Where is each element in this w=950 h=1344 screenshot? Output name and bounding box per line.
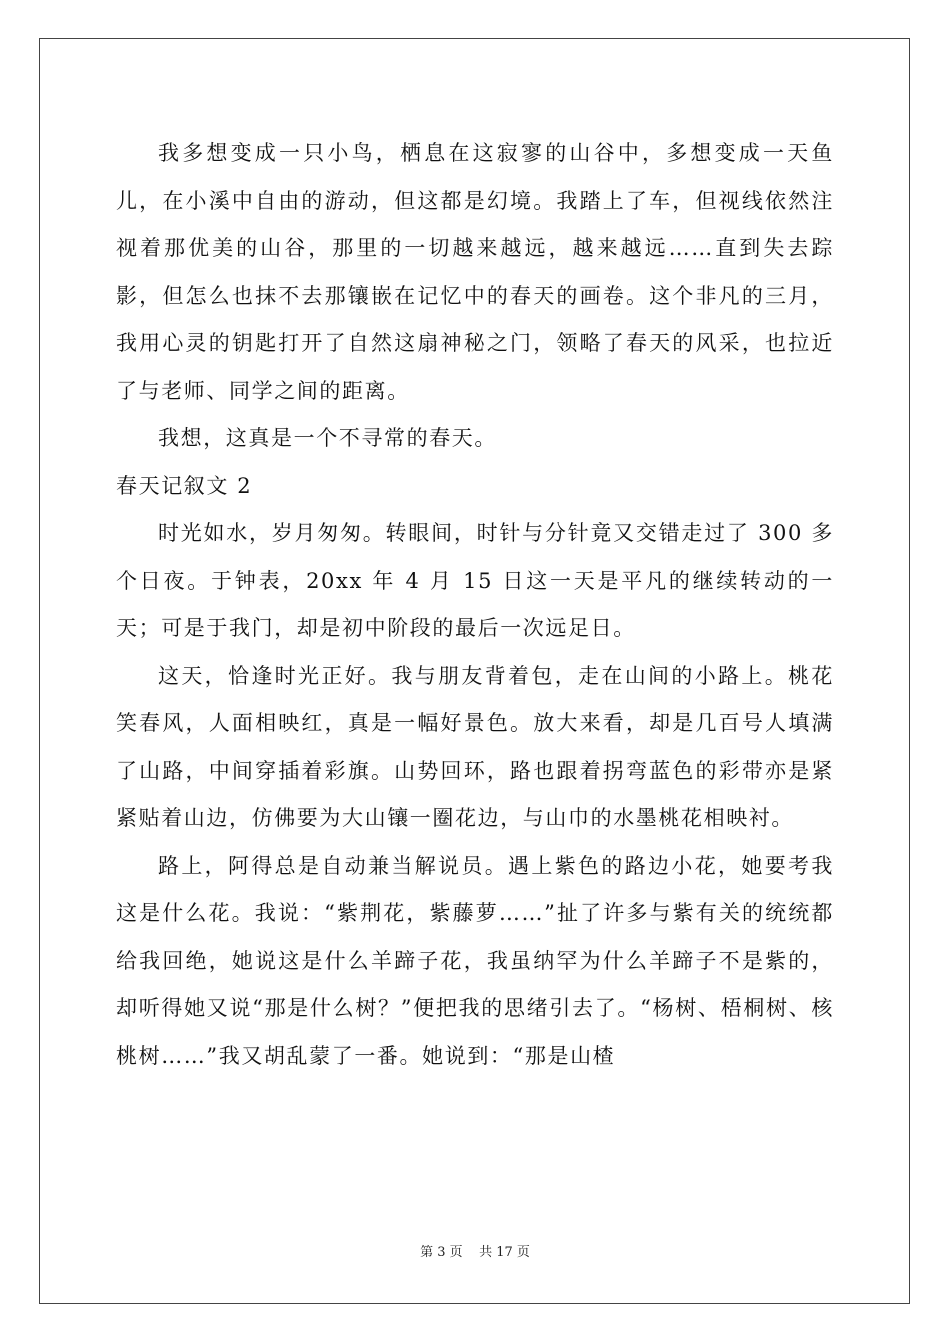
paragraph-3: 时光如水，岁月匆匆。转眼间，时针与分针竟又交错走过了 300 多个日夜。于钟表，20xx 年 4 月 15 日这一天是平凡的继续转动的一天；可是于我门，却是初中阶段的最后一次远足日。 [116,521,834,640]
document-body [116,130,834,1080]
page-number-footer: 第 3 页 共 17 页 [420,1245,530,1260]
paragraph-4: 这天，恰逢时光正好。我与朋友背着包，走在山间的小路上。桃花笑春风，人面相映红，真是一幅好景色。放大来看，却是几百号人填满了山路，中间穿插着彩旗。山势回环，路也跟着拐弯蓝色的彩带亦是紧紧贴着山边，仿佛要为大山镶一圈花边，与山巾的水墨桃花相映衬。 [116,663,834,830]
section-heading: 春天记叙文 2 [116,473,253,498]
paragraph-1: 我多想变成一只小鸟，栖息在这寂寥的山谷中，多想变成一天鱼儿，在小溪中自由的游动，但这都是幻境。我踏上了车，但视线依然注视着那优美的山谷，那里的一切越来越远，越来越远……直到失去踪影，但怎么也抹不去那镶嵌在记忆中的春天的画卷。这个非凡的三月，我用心灵的钥匙打开了自然这扇神秘之门，领略了春天的风采，也拉近了与老师、同学之间的距离。 [116,141,834,403]
paragraph-5: 路上，阿得总是自动兼当解说员。遇上紫色的路边小花，她要考我这是什么花。我说：“紫荆花，紫藤萝……”扯了许多与紫有关的统统都给我回绝，她说这是什么羊蹄子花，我虽纳罕为什么羊蹄子不是紫的，却听得她又说“那是什么树？”便把我的思绪引去了。“杨树、梧桐树、核桃树……”我又胡乱蒙了一番。她说到：“那是山楂 [116,853,834,1068]
paragraph-2: 我想，这真是一个不寻常的春天。 [158,426,497,450]
